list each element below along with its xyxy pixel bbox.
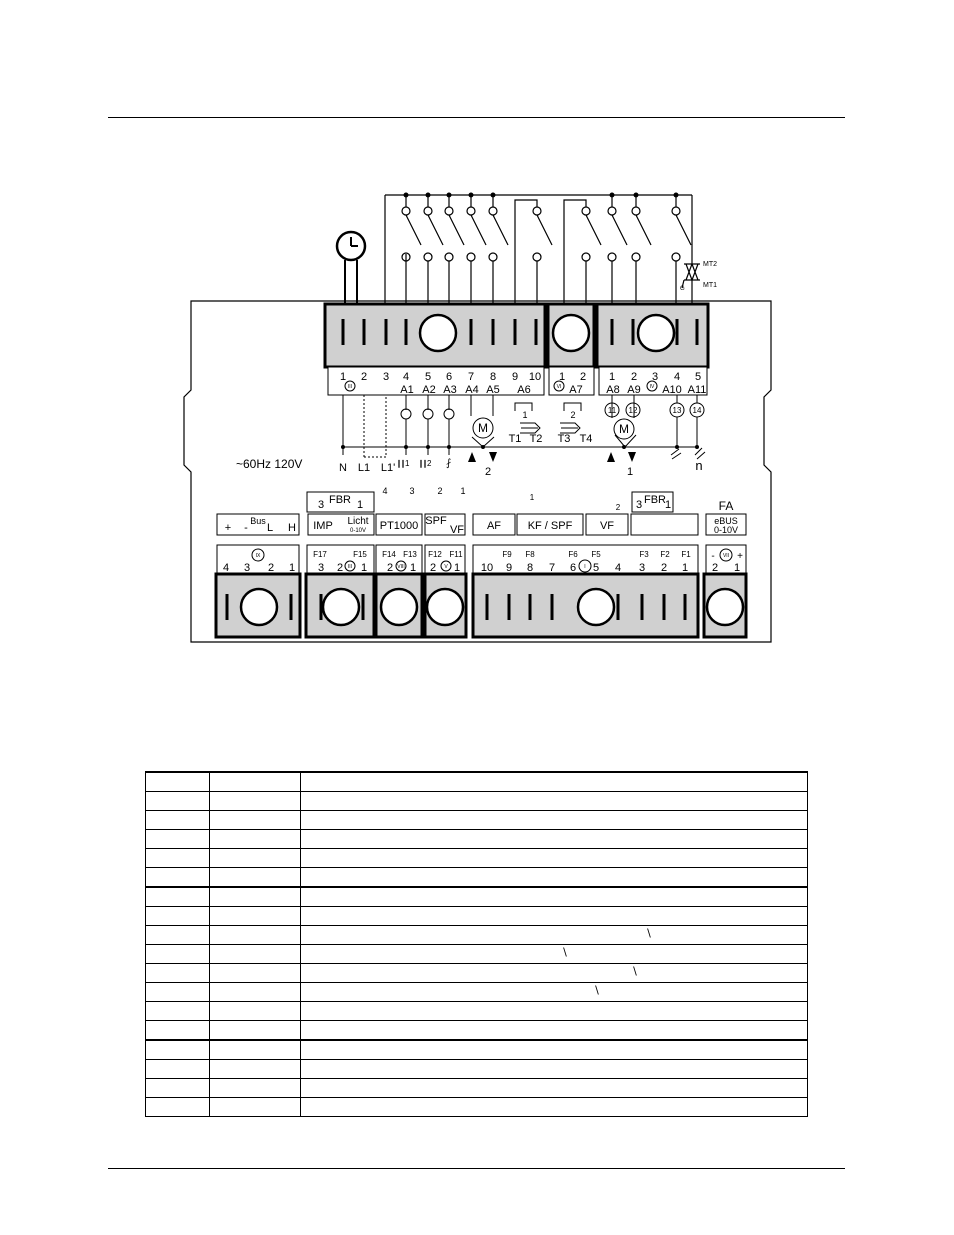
term-IX-1: 1: [288, 562, 296, 574]
n-label: n: [695, 458, 703, 473]
table-cell: [210, 772, 301, 792]
table-cell: [301, 792, 808, 811]
block-id-III: III: [347, 384, 353, 390]
table-cell: [146, 1079, 210, 1098]
solar-3-label: 3: [409, 486, 415, 496]
l1-label: L1: [357, 462, 371, 474]
term-L-1: 1: [360, 562, 368, 574]
table-cell: [146, 868, 210, 888]
output-A3: A3: [443, 384, 457, 396]
circle-13: 13: [672, 406, 682, 415]
table-cell: [210, 1040, 301, 1060]
output-A6: A6: [517, 384, 531, 396]
vii-minus: -: [711, 551, 715, 562]
bus-group-label: Bus: [250, 516, 266, 526]
table-cell: [301, 830, 808, 849]
ebus-label: eBUS: [714, 516, 738, 526]
neutral-label: N: [339, 462, 347, 474]
fuse-F13: F13: [403, 550, 417, 559]
term-I-9: 9: [505, 562, 513, 574]
term-I-7: 7: [548, 562, 556, 574]
fuse-F1: F1: [681, 550, 691, 559]
output-A5: A5: [486, 384, 500, 396]
bottom-connectors: [216, 574, 746, 637]
term-IX-4: 4: [222, 562, 230, 574]
terminal-T1: T1: [508, 433, 522, 445]
fbr-left-1: 1: [356, 499, 364, 511]
term-L-3: 3: [317, 562, 325, 574]
table-cell: [210, 792, 301, 811]
term-IV-2: 2: [630, 371, 638, 383]
terminal-T3: T3: [557, 433, 571, 445]
block-id-IX: IX: [255, 553, 261, 559]
mixer-1-label: 1: [626, 466, 634, 478]
term-III-5: 5: [424, 371, 432, 383]
table-cell: [301, 772, 808, 792]
table-row: [146, 983, 808, 1002]
licht-sub-label: 0-10V: [349, 528, 367, 534]
top-connector-VI: [548, 304, 594, 395]
table-row: [146, 1079, 808, 1098]
table-row: [146, 926, 808, 945]
table-cell: [210, 1060, 301, 1079]
table-cell: [210, 868, 301, 888]
radiator-top-2-label: 2: [615, 503, 621, 512]
bus-h: H: [288, 522, 296, 534]
ebus-sub-label: 0-10V: [713, 525, 739, 535]
af-label: AF: [486, 520, 502, 532]
bus-plus: +: [224, 522, 232, 534]
fbr-left-3: 3: [317, 499, 325, 511]
relay-contacts: [402, 195, 691, 305]
relay-2-label: 2: [570, 410, 576, 420]
term-III-2: 2: [360, 371, 368, 383]
table-cell: [210, 964, 301, 983]
table-cell: [210, 907, 301, 926]
term-I-5: 5: [592, 562, 600, 574]
output-A7: A7: [569, 384, 583, 396]
table-cell: [301, 907, 808, 926]
table-row: [146, 772, 808, 792]
term-III-6: 6: [445, 371, 453, 383]
term-VI-2: 2: [579, 371, 587, 383]
table-cell: [210, 811, 301, 830]
table-cell: [146, 983, 210, 1002]
fbr-right-3: 3: [635, 499, 643, 511]
table-cell: [146, 849, 210, 868]
fuse-F9: F9: [502, 550, 512, 559]
term-VIII-2: 2: [386, 562, 394, 574]
block-id-III-bottom: III: [347, 564, 353, 570]
table-cell: [146, 887, 210, 907]
fuse-F17: F17: [313, 550, 327, 559]
tap-icon: ⨏: [446, 458, 452, 469]
term-III-8: 8: [489, 371, 497, 383]
radiator-2-icon: ∥∥2: [419, 459, 432, 468]
table-row: [146, 868, 808, 888]
fbr-right-1: 1: [664, 499, 672, 511]
block-id-VII: VII: [722, 553, 730, 559]
output-A8: A8: [606, 384, 620, 396]
term-V-2: 2: [429, 562, 437, 574]
term-IX-2: 2: [267, 562, 275, 574]
triac-symbol: [682, 195, 700, 305]
table-cell: [146, 926, 210, 945]
fuse-F11: F11: [449, 550, 463, 559]
table-row: [146, 1040, 808, 1060]
solar-symbol-icon: ∖: [593, 985, 601, 997]
output-A2: A2: [422, 384, 436, 396]
table-cell: [301, 1098, 808, 1117]
table-row: [146, 964, 808, 983]
table-cell: [210, 983, 301, 1002]
term-III-9: 9: [511, 371, 519, 383]
block-id-V: V: [444, 564, 448, 570]
term-I-8: 8: [526, 562, 534, 574]
term-I-3: 3: [638, 562, 646, 574]
table-row: [146, 1060, 808, 1079]
table-row: [146, 1098, 808, 1117]
term-III-7: 7: [467, 371, 475, 383]
table-cell: [146, 907, 210, 926]
table-cell: [301, 1060, 808, 1079]
table-cell: [301, 1040, 808, 1060]
table-cell: [301, 1002, 808, 1021]
table-row: [146, 907, 808, 926]
table-row: [146, 1002, 808, 1021]
radiator-1-icon: ∥∥1: [397, 459, 410, 468]
term-I-4: 4: [614, 562, 622, 574]
motor-m-2: M: [478, 421, 488, 435]
block-id-VIII: VIII: [397, 564, 405, 570]
vf-label-v: VF: [449, 524, 465, 536]
fuse-F3: F3: [639, 550, 649, 559]
table-row: [146, 887, 808, 907]
fuse-F6: F6: [568, 550, 578, 559]
motor-m-1: M: [619, 422, 629, 436]
table-cell: [210, 849, 301, 868]
table-cell: [301, 964, 808, 983]
terminal-T2: T2: [529, 433, 543, 445]
table-cell: [301, 887, 808, 907]
solar-symbol-icon: ∖: [561, 947, 569, 959]
term-III-10: 10: [528, 371, 542, 383]
solar-symbol-icon: ∖: [631, 966, 639, 978]
term-VII-2: 2: [711, 562, 719, 574]
table-cell: [146, 1060, 210, 1079]
fa-label: FA: [718, 499, 734, 513]
block-id-VI: VI: [556, 384, 562, 390]
term-IV-1: 1: [608, 371, 616, 383]
term-VI-1: 1: [558, 371, 566, 383]
circle-12: 12: [628, 406, 638, 415]
fbr-label-right: FBR: [644, 494, 666, 506]
l1-prime-label: L1': [380, 462, 396, 474]
term-I-2: 2: [660, 562, 668, 574]
fuse-F5: F5: [591, 550, 601, 559]
pt1000-label: PT1000: [379, 520, 419, 532]
table-cell: [301, 926, 808, 945]
table-cell: [146, 945, 210, 964]
term-I-6: 6: [569, 562, 577, 574]
table-cell: [146, 1098, 210, 1117]
table-cell: [301, 945, 808, 964]
term-VIII-1: 1: [409, 562, 417, 574]
triac-g-label: G: [680, 286, 685, 292]
bus-l: L: [266, 522, 274, 534]
circle-11: 11: [607, 406, 617, 415]
term-L-2: 2: [336, 562, 344, 574]
imp-label: IMP: [313, 520, 333, 532]
table-row: [146, 945, 808, 964]
table-row: [146, 849, 808, 868]
output-A11: A11: [687, 384, 707, 396]
vii-plus: +: [737, 551, 743, 562]
term-III-3: 3: [382, 371, 390, 383]
triac-mt2-label: MT2: [703, 261, 717, 268]
table-cell: [146, 792, 210, 811]
term-IX-3: 3: [243, 562, 251, 574]
circle-14: 14: [692, 406, 702, 415]
fuse-F8: F8: [525, 550, 535, 559]
solar-4-label: 4: [382, 486, 388, 496]
table-row: [146, 1021, 808, 1041]
table-cell: [146, 964, 210, 983]
table-cell: [301, 983, 808, 1002]
output-A10: A10: [662, 384, 682, 396]
table-cell: [210, 1002, 301, 1021]
output-A4: A4: [465, 384, 479, 396]
fuse-F2: F2: [660, 550, 670, 559]
table-row: [146, 830, 808, 849]
vf-label-i: VF: [599, 520, 615, 532]
fbr-label-left: FBR: [329, 494, 351, 506]
table-row: [146, 792, 808, 811]
table-cell: [301, 1079, 808, 1098]
output-A1: A1: [400, 384, 414, 396]
table-cell: [301, 868, 808, 888]
table-cell: [210, 945, 301, 964]
fuse-F12: F12: [428, 550, 442, 559]
table-cell: [146, 830, 210, 849]
term-VII-1: 1: [733, 562, 741, 574]
kf-spf-label: KF / SPF: [527, 520, 573, 532]
table-row: [146, 811, 808, 830]
mixer-2-label: 2: [484, 466, 492, 478]
output-A9: A9: [627, 384, 641, 396]
table-cell: [146, 811, 210, 830]
solar-1-label: 1: [460, 486, 466, 496]
table-cell: [146, 772, 210, 792]
dhw-1-label: 1: [529, 493, 535, 502]
fuse-F14: F14: [382, 550, 396, 559]
footer-rule: [108, 1168, 845, 1169]
block-id-IV: IV: [649, 384, 655, 390]
terminal-T4: T4: [579, 433, 593, 445]
relay-1-label: 1: [522, 410, 528, 420]
term-I-10: 10: [480, 562, 494, 574]
table-cell: [210, 830, 301, 849]
fuse-F15: F15: [353, 550, 367, 559]
spf-label: SPF: [425, 515, 447, 527]
table-cell: [146, 1040, 210, 1060]
power-frequency-label: ~60Hz 120V: [236, 457, 303, 471]
table-cell: [301, 849, 808, 868]
term-IV-3: 3: [651, 371, 659, 383]
table-cell: [210, 926, 301, 945]
table-cell: [301, 811, 808, 830]
table-cell: [301, 1021, 808, 1041]
block-id-I: I: [584, 564, 586, 570]
table-cell: [210, 1021, 301, 1041]
licht-label: Licht: [347, 516, 369, 527]
solar-symbol-icon: ∖: [645, 928, 653, 940]
bus-minus: -: [244, 522, 248, 534]
triac-mt1-label: MT1: [703, 282, 717, 289]
term-IV-4: 4: [673, 371, 681, 383]
table-cell: [146, 1002, 210, 1021]
table-cell: [210, 1079, 301, 1098]
terminal-table: [145, 771, 808, 1117]
table-cell: [210, 887, 301, 907]
term-III-4: 4: [402, 371, 410, 383]
table-cell: [146, 1021, 210, 1041]
term-I-1: 1: [681, 562, 689, 574]
table-cell: [210, 1098, 301, 1117]
term-V-1: 1: [453, 562, 461, 574]
solar-2-label: 2: [437, 486, 443, 496]
term-III-1: 1: [339, 371, 347, 383]
term-IV-5: 5: [694, 371, 702, 383]
